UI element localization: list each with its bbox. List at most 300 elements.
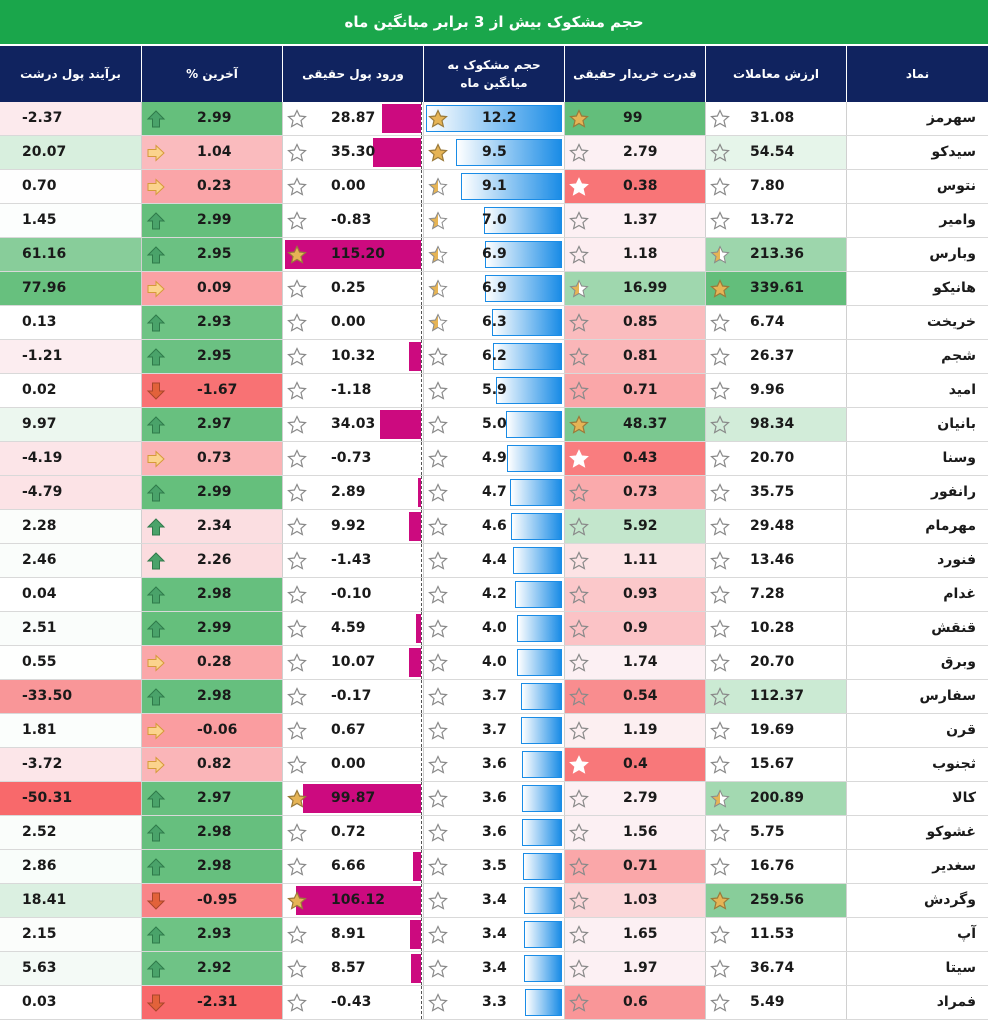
real-money-inflow-cell: [283, 442, 424, 475]
symbol-name[interactable]: وبارس: [929, 246, 976, 262]
last-percent-cell: [142, 408, 283, 441]
star-icon: [710, 585, 730, 605]
suspicious-volume-value: 12.2: [482, 110, 517, 126]
star-icon: [710, 313, 730, 333]
symbol-name[interactable]: امید: [948, 382, 976, 398]
star-icon: [287, 891, 307, 911]
inflow-axis-line: [421, 714, 422, 747]
symbol-cell[interactable]: [847, 102, 988, 135]
volume-bar: [521, 717, 562, 744]
header-symbol[interactable]: نماد: [905, 67, 930, 81]
trade-value-value: 9.96: [750, 382, 785, 398]
last-percent-value: 0.23: [197, 178, 232, 194]
inflow-bar: [413, 852, 421, 881]
table-row[interactable]: [0, 714, 988, 748]
buyer-power-value: 0.54: [623, 688, 658, 704]
table-row[interactable]: [0, 102, 988, 136]
star-icon: [710, 891, 730, 911]
symbol-name[interactable]: ثجنوب: [932, 756, 976, 772]
symbol-name[interactable]: نتوس: [936, 178, 976, 194]
symbol-name[interactable]: سفارس: [919, 688, 976, 704]
last-percent-cell: [142, 850, 283, 883]
symbol-cell[interactable]: [847, 204, 988, 237]
buyer-power-cell: [565, 918, 706, 951]
net-big-money-cell: [0, 204, 142, 237]
arrow-right-icon: [146, 449, 166, 469]
arrow-up-icon: [146, 109, 166, 129]
table-row[interactable]: [0, 816, 988, 850]
inflow-axis-line: [421, 646, 422, 679]
suspicious-volume-cell: [424, 850, 565, 883]
last-percent-value: 2.98: [197, 688, 232, 704]
table-row[interactable]: [0, 238, 988, 272]
symbol-name[interactable]: مهرمام: [925, 518, 976, 534]
buyer-power-value: 1.97: [623, 960, 658, 976]
arrow-up-icon: [146, 959, 166, 979]
suspicious-volume-cell: [424, 340, 565, 373]
symbol-name[interactable]: بانیان: [937, 416, 976, 432]
real-money-inflow-value: -0.10: [331, 586, 372, 602]
symbol-name[interactable]: سیتا: [945, 960, 976, 976]
trade-value-cell: [706, 816, 847, 849]
last-percent-value: 2.99: [197, 212, 232, 228]
buyer-power-value: 1.65: [623, 926, 658, 942]
header-net-big-money[interactable]: برآیند پول درشت: [0, 46, 142, 102]
real-money-inflow-cell: [283, 884, 424, 917]
last-percent-cell: [142, 986, 283, 1019]
net-big-money-value: -4.79: [22, 484, 63, 500]
last-percent-cell: [142, 136, 283, 169]
trade-value-value: 19.69: [750, 722, 795, 738]
header-real-money-inflow[interactable]: ورود پول حقیقی: [283, 46, 424, 102]
inflow-axis-line: [421, 850, 422, 883]
real-money-inflow-value: -0.43: [331, 994, 372, 1010]
arrow-up-icon: [146, 211, 166, 231]
buyer-power-value: 99: [623, 110, 643, 126]
symbol-name[interactable]: کالا: [952, 790, 976, 806]
arrow-up-icon: [146, 857, 166, 877]
symbol-cell[interactable]: [847, 442, 988, 475]
table-row[interactable]: [0, 408, 988, 442]
arrow-up-icon: [146, 313, 166, 333]
suspicious-volume-value: 7.0: [482, 212, 507, 228]
symbol-cell[interactable]: [847, 646, 988, 679]
symbol-cell[interactable]: [847, 714, 988, 747]
star-icon: [569, 789, 589, 809]
buyer-power-cell: [565, 374, 706, 407]
real-money-inflow-cell: [283, 986, 424, 1019]
net-big-money-cell: [0, 782, 142, 815]
symbol-name[interactable]: قنقش: [931, 620, 976, 636]
real-money-inflow-value: 10.32: [331, 348, 376, 364]
net-big-money-value: 18.41: [22, 892, 67, 908]
symbol-cell[interactable]: [847, 306, 988, 339]
table-row[interactable]: [0, 850, 988, 884]
symbol-name[interactable]: شجم: [941, 348, 976, 364]
last-percent-cell: [142, 884, 283, 917]
suspicious-volume-cell: [424, 238, 565, 271]
volume-bar: [515, 581, 562, 608]
symbol-cell[interactable]: [847, 748, 988, 781]
buyer-power-value: 0.6: [623, 994, 648, 1010]
symbol-name[interactable]: غشوکو: [926, 824, 976, 840]
symbol-name[interactable]: قرن: [946, 722, 976, 738]
volume-bar: [522, 785, 562, 812]
symbol-name[interactable]: غدام: [943, 586, 976, 602]
inflow-axis-line: [421, 136, 422, 169]
arrow-down-icon: [146, 891, 166, 911]
inflow-axis-line: [421, 476, 422, 509]
net-big-money-cell: [0, 952, 142, 985]
star-icon: [428, 857, 448, 877]
star-icon: [428, 381, 448, 401]
suspicious-volume-value: 4.0: [482, 654, 507, 670]
buyer-power-value: 16.99: [623, 280, 668, 296]
star-icon: [287, 517, 307, 537]
last-percent-value: 1.04: [197, 144, 232, 160]
buyer-power-value: 0.71: [623, 382, 658, 398]
star-icon: [287, 585, 307, 605]
symbol-name[interactable]: فمراد: [936, 994, 976, 1010]
star-icon: [428, 551, 448, 571]
table-row[interactable]: [0, 510, 988, 544]
suspicious-volume-cell: [424, 816, 565, 849]
symbol-cell[interactable]: [847, 918, 988, 951]
net-big-money-cell: [0, 136, 142, 169]
volume-bar: [511, 513, 562, 540]
buyer-power-cell: [565, 170, 706, 203]
symbol-cell[interactable]: [847, 510, 988, 543]
net-big-money-value: 5.63: [22, 960, 57, 976]
star-icon: [428, 721, 448, 741]
net-big-money-cell: [0, 340, 142, 373]
last-percent-cell: [142, 646, 283, 679]
table-row[interactable]: [0, 612, 988, 646]
star-icon: [569, 347, 589, 367]
trade-value-cell: [706, 306, 847, 339]
star-icon: [710, 381, 730, 401]
buyer-power-cell: [565, 782, 706, 815]
net-big-money-value: 2.46: [22, 552, 57, 568]
volume-bar: [517, 649, 562, 676]
inflow-axis-line: [421, 816, 422, 849]
table-row[interactable]: [0, 748, 988, 782]
arrow-right-icon: [146, 177, 166, 197]
table-row[interactable]: [0, 782, 988, 816]
table-row[interactable]: [0, 476, 988, 510]
symbol-name[interactable]: وسنا: [942, 450, 976, 466]
suspicious-volume-cell: [424, 408, 565, 441]
symbol-cell[interactable]: [847, 986, 988, 1019]
trade-value-value: 20.70: [750, 450, 795, 466]
real-money-inflow-value: 0.00: [331, 314, 366, 330]
star-icon: [428, 891, 448, 911]
buyer-power-value: 0.9: [623, 620, 648, 636]
suspicious-volume-cell: [424, 272, 565, 305]
real-money-inflow-value: 9.92: [331, 518, 366, 534]
star-icon: [710, 143, 730, 163]
arrow-up-icon: [146, 347, 166, 367]
table-row[interactable]: [0, 374, 988, 408]
buyer-power-cell: [565, 544, 706, 577]
table-row[interactable]: [0, 952, 988, 986]
real-money-inflow-cell: [283, 646, 424, 679]
symbol-name[interactable]: سیدکو: [931, 144, 976, 160]
star-icon: [287, 993, 307, 1013]
suspicious-volume-cell: [424, 578, 565, 611]
suspicious-volume-value: 3.7: [482, 688, 507, 704]
table-row[interactable]: [0, 272, 988, 306]
arrow-down-icon: [146, 993, 166, 1013]
table-row[interactable]: [0, 544, 988, 578]
trade-value-cell: [706, 238, 847, 271]
trade-value-cell: [706, 272, 847, 305]
star-icon: [287, 449, 307, 469]
star-icon: [569, 143, 589, 163]
volume-bar: [517, 615, 562, 642]
trade-value-cell: [706, 510, 847, 543]
net-big-money-cell: [0, 510, 142, 543]
trade-value-cell: [706, 170, 847, 203]
inflow-axis-line: [421, 238, 422, 271]
real-money-inflow-value: 8.91: [331, 926, 366, 942]
real-money-inflow-value: 115.20: [331, 246, 386, 262]
net-big-money-cell: [0, 272, 142, 305]
star-icon: [710, 823, 730, 843]
real-money-inflow-cell: [283, 170, 424, 203]
real-money-inflow-cell: [283, 952, 424, 985]
inflow-axis-line: [421, 884, 422, 917]
symbol-cell[interactable]: [847, 816, 988, 849]
inflow-bar: [409, 342, 421, 371]
trade-value-value: 7.80: [750, 178, 785, 194]
symbol-name[interactable]: خریخت: [927, 314, 976, 330]
last-percent-value: 2.92: [197, 960, 232, 976]
table-row[interactable]: [0, 680, 988, 714]
symbol-cell[interactable]: [847, 476, 988, 509]
star-icon: [428, 959, 448, 979]
symbol-cell[interactable]: [847, 170, 988, 203]
star-icon: [569, 755, 589, 775]
star-icon: [287, 755, 307, 775]
real-money-inflow-cell: [283, 544, 424, 577]
trade-value-value: 339.61: [750, 280, 805, 296]
trade-value-cell: [706, 952, 847, 985]
suspicious-volume-value: 5.0: [482, 416, 507, 432]
table-row[interactable]: [0, 204, 988, 238]
net-big-money-value: 2.28: [22, 518, 57, 534]
table-header: [0, 46, 988, 102]
symbol-cell[interactable]: [847, 272, 988, 305]
table-row[interactable]: [0, 884, 988, 918]
inflow-axis-line: [421, 340, 422, 373]
net-big-money-value: 2.15: [22, 926, 57, 942]
star-icon: [428, 109, 448, 129]
last-percent-value: 2.99: [197, 110, 232, 126]
table-row[interactable]: [0, 442, 988, 476]
real-money-inflow-value: 10.07: [331, 654, 376, 670]
last-percent-cell: [142, 816, 283, 849]
buyer-power-value: 0.43: [623, 450, 658, 466]
table-row[interactable]: [0, 578, 988, 612]
real-money-inflow-cell: [283, 850, 424, 883]
symbol-cell[interactable]: [847, 136, 988, 169]
suspicious-volume-cell: [424, 952, 565, 985]
real-money-inflow-cell: [283, 578, 424, 611]
last-percent-cell: [142, 714, 283, 747]
arrow-up-icon: [146, 789, 166, 809]
trade-value-cell: [706, 476, 847, 509]
star-icon: [569, 177, 589, 197]
net-big-money-value: 1.45: [22, 212, 57, 228]
trade-value-cell: [706, 578, 847, 611]
star-icon: [569, 517, 589, 537]
header-last-percent[interactable]: آخرین %: [142, 46, 283, 102]
star-icon: [710, 721, 730, 741]
star-icon: [710, 109, 730, 129]
suspicious-volume-value: 3.4: [482, 926, 507, 942]
star-icon: [428, 755, 448, 775]
last-percent-value: 2.34: [197, 518, 232, 534]
symbol-name[interactable]: فنورد: [937, 552, 976, 568]
symbol-name[interactable]: آپ: [957, 926, 976, 942]
volume-bar: [521, 683, 562, 710]
star-icon: [569, 857, 589, 877]
header-trade-value[interactable]: ارزش معاملات: [706, 46, 847, 102]
last-percent-cell: [142, 544, 283, 577]
trade-value-value: 259.56: [750, 892, 805, 908]
table-row[interactable]: [0, 306, 988, 340]
symbol-name[interactable]: هانیکو: [933, 280, 976, 296]
real-money-inflow-cell: [283, 612, 424, 645]
symbol-name[interactable]: وامیر: [939, 212, 976, 228]
real-money-inflow-value: 106.12: [331, 892, 386, 908]
star-icon: [287, 789, 307, 809]
buyer-power-cell: [565, 306, 706, 339]
suspicious-volume-cell: [424, 986, 565, 1019]
inflow-axis-line: [421, 374, 422, 407]
star-icon: [428, 789, 448, 809]
buyer-power-cell: [565, 952, 706, 985]
net-big-money-value: 77.96: [22, 280, 67, 296]
star-icon: [710, 959, 730, 979]
trade-value-value: 29.48: [750, 518, 795, 534]
real-money-inflow-cell: [283, 748, 424, 781]
symbol-name[interactable]: وبرق: [940, 654, 976, 670]
last-percent-value: 2.93: [197, 314, 232, 330]
symbol-cell[interactable]: [847, 544, 988, 577]
trade-value-cell: [706, 884, 847, 917]
symbol-cell[interactable]: [847, 578, 988, 611]
buyer-power-value: 1.37: [623, 212, 658, 228]
real-money-inflow-value: 4.59: [331, 620, 366, 636]
symbol-cell[interactable]: [847, 782, 988, 815]
symbol-name[interactable]: سغدیر: [932, 858, 976, 874]
real-money-inflow-value: -1.18: [331, 382, 372, 398]
star-icon: [569, 585, 589, 605]
star-icon: [710, 483, 730, 503]
symbol-name[interactable]: وگردش: [923, 892, 976, 908]
real-money-inflow-cell: [283, 204, 424, 237]
star-icon: [287, 143, 307, 163]
star-icon: [569, 925, 589, 945]
inflow-axis-line: [421, 748, 422, 781]
real-money-inflow-cell: [283, 102, 424, 135]
star-icon: [710, 619, 730, 639]
net-big-money-value: 0.04: [22, 586, 57, 602]
table-row[interactable]: [0, 986, 988, 1020]
table-row[interactable]: [0, 646, 988, 680]
table-row[interactable]: [0, 340, 988, 374]
star-icon: [287, 823, 307, 843]
buyer-power-value: 1.74: [623, 654, 658, 670]
net-big-money-value: 2.51: [22, 620, 57, 636]
buyer-power-cell: [565, 238, 706, 271]
table-row[interactable]: [0, 136, 988, 170]
real-money-inflow-cell: [283, 816, 424, 849]
buyer-power-value: 1.18: [623, 246, 658, 262]
suspicious-volume-value: 9.5: [482, 144, 507, 160]
last-percent-value: 2.26: [197, 552, 232, 568]
real-money-inflow-value: 6.66: [331, 858, 366, 874]
symbol-name[interactable]: سهرمز: [926, 110, 976, 126]
star-icon: [428, 177, 448, 197]
suspicious-volume-value: 4.9: [482, 450, 507, 466]
symbol-cell[interactable]: [847, 340, 988, 373]
symbol-cell[interactable]: [847, 850, 988, 883]
net-big-money-cell: [0, 578, 142, 611]
inflow-bar: [409, 648, 421, 677]
volume-bar: [456, 139, 562, 166]
arrow-up-icon: [146, 687, 166, 707]
star-icon: [428, 993, 448, 1013]
table-row[interactable]: [0, 170, 988, 204]
trade-value-cell: [706, 918, 847, 951]
symbol-cell[interactable]: [847, 374, 988, 407]
last-percent-value: 0.09: [197, 280, 232, 296]
table-row[interactable]: [0, 918, 988, 952]
buyer-power-value: 0.71: [623, 858, 658, 874]
symbol-cell[interactable]: [847, 680, 988, 713]
net-big-money-cell: [0, 680, 142, 713]
real-money-inflow-value: -0.83: [331, 212, 372, 228]
last-percent-cell: [142, 578, 283, 611]
symbol-name[interactable]: رانفور: [930, 484, 976, 500]
suspicious-volume-cell: [424, 374, 565, 407]
volume-bar: [513, 547, 562, 574]
symbol-cell[interactable]: [847, 952, 988, 985]
inflow-axis-line: [421, 306, 422, 339]
star-icon: [428, 585, 448, 605]
star-icon: [569, 721, 589, 741]
symbol-cell[interactable]: [847, 408, 988, 441]
header-buyer-power[interactable]: قدرت خریدار حقیقی: [565, 46, 706, 102]
arrow-up-icon: [146, 551, 166, 571]
real-money-inflow-cell: [283, 918, 424, 951]
suspicious-volume-cell: [424, 884, 565, 917]
real-money-inflow-value: 34.03: [331, 416, 376, 432]
header-suspicious-volume[interactable]: حجم مشکوک به میانگین ماه: [424, 46, 565, 102]
symbol-cell[interactable]: [847, 238, 988, 271]
volume-bar: [524, 921, 562, 948]
volume-bar: [510, 479, 562, 506]
arrow-up-icon: [146, 925, 166, 945]
last-percent-value: 2.97: [197, 790, 232, 806]
star-icon: [428, 279, 448, 299]
symbol-cell[interactable]: [847, 884, 988, 917]
symbol-cell[interactable]: [847, 612, 988, 645]
last-percent-value: 2.93: [197, 926, 232, 942]
